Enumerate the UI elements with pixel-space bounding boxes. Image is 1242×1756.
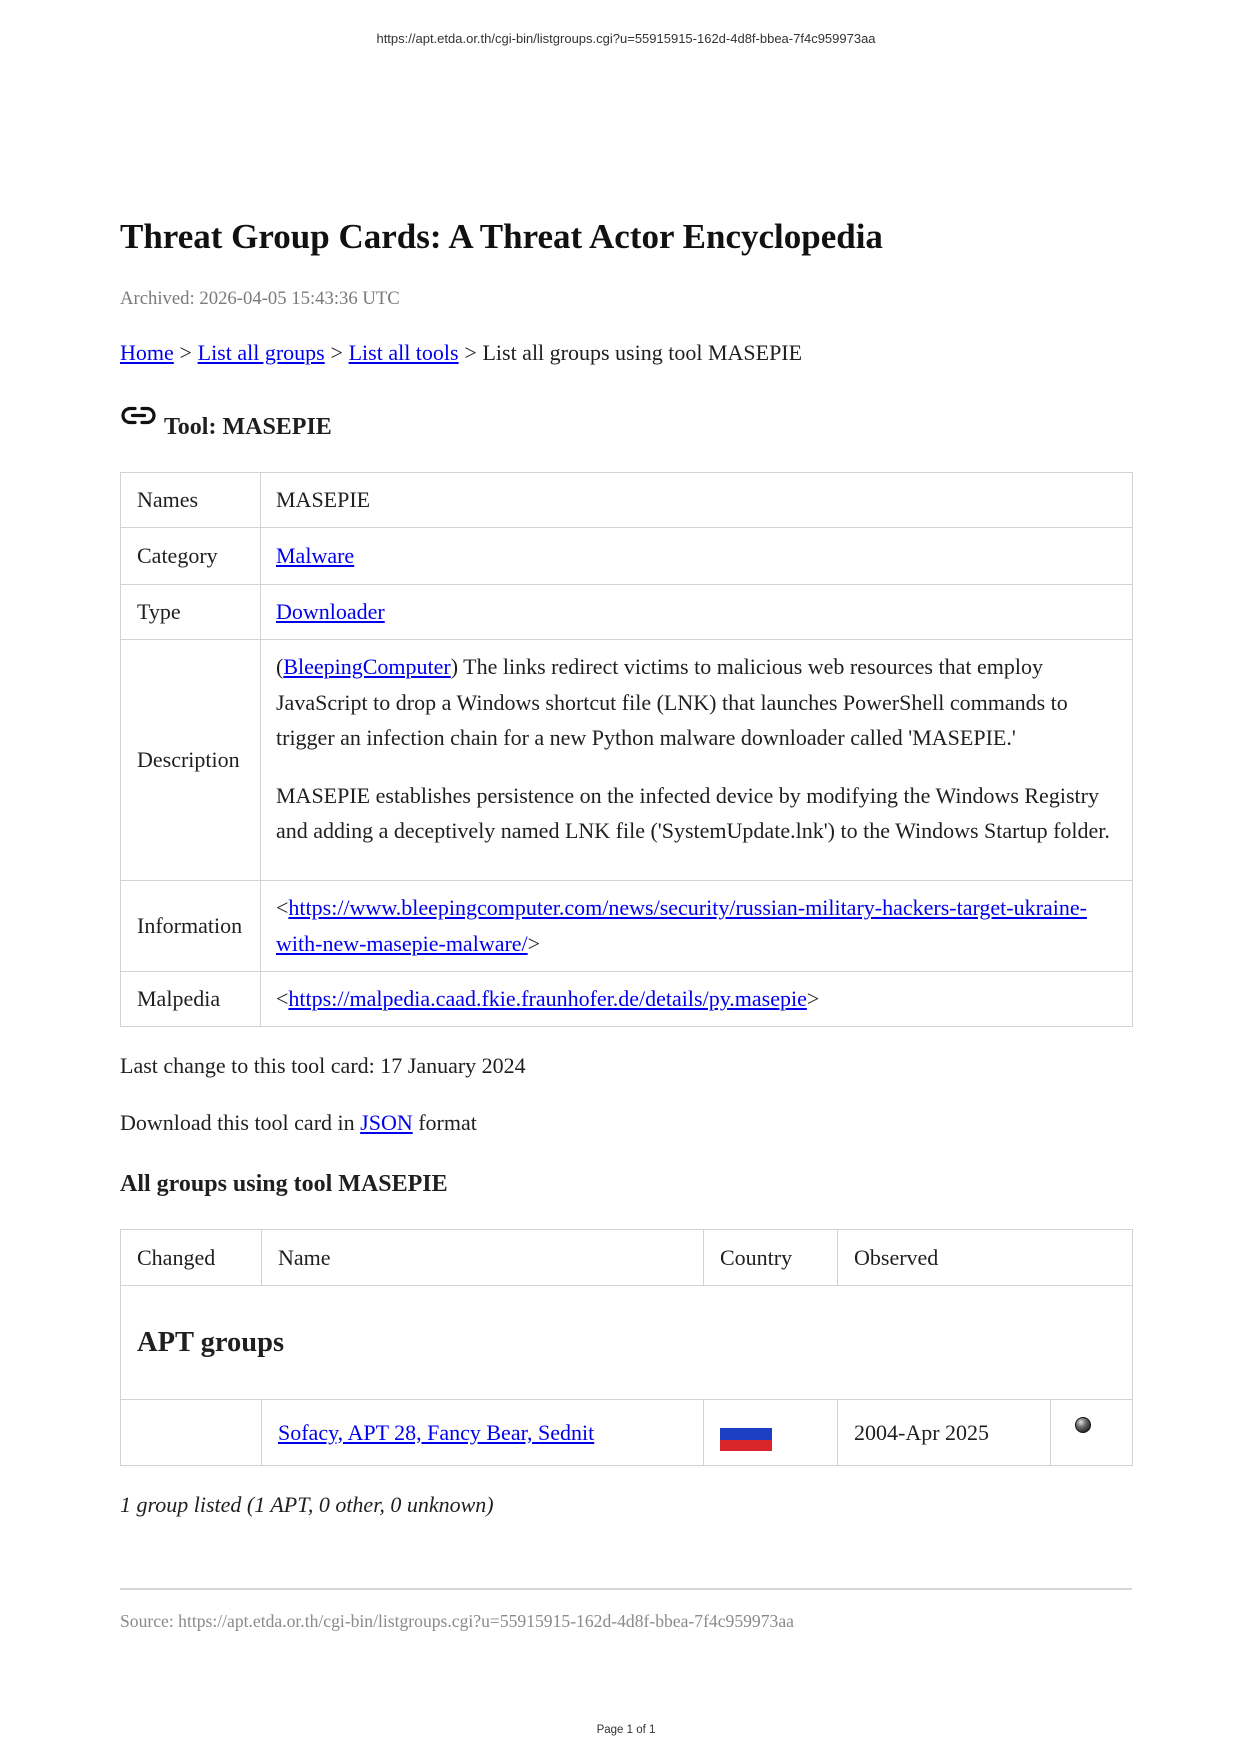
tool-card-row-malpedia (121, 972, 1133, 1027)
breadcrumb-list-all-groups-link[interactable]: List all groups (197, 340, 325, 365)
groups-table (120, 1229, 1133, 1466)
source-url-text: Source: https://apt.etda.or.th/cgi-bin/listgroups.cgi?u=55915915-162d-4d8f-bbea-7f4c959973aa (120, 1611, 794, 1631)
category-label: Category (121, 528, 261, 585)
breadcrumb-current: List all groups using tool MASEPIE (482, 340, 803, 365)
download-prefix: Download this tool card in (120, 1110, 361, 1135)
breadcrumb-separator: > (179, 340, 192, 365)
malpedia-link[interactable]: https://malpedia.caad.fkie.fraunhofer.de/details/py.masepie (288, 986, 807, 1012)
description-paragraph-2: MASEPIE establishes persistence on the infected device by modifying the Windows Registry and adding a deceptively named LNK file ('SystemUpdate.lnk') to the Windows Startup folder. (276, 782, 1110, 844)
information-label: Information (121, 881, 261, 972)
changed-cell (121, 1400, 262, 1466)
type-link[interactable]: Downloader (276, 599, 385, 625)
groups-summary: 1 group listed (1 APT, 0 other, 0 unknown) (120, 1492, 494, 1517)
names-value: MASEPIE (261, 473, 1133, 528)
names-label: Names (121, 473, 261, 528)
malpedia-close-bracket: > (806, 986, 820, 1012)
archived-timestamp: Archived: 2026-04-05 15:43:36 UTC (120, 288, 400, 309)
tool-card-row-description (121, 640, 1133, 881)
country-cell (704, 1400, 838, 1466)
malpedia-value (261, 972, 1133, 1027)
link-icon (120, 405, 157, 426)
tool-card-row-type (121, 585, 1133, 640)
breadcrumb-separator: > (330, 340, 343, 365)
section-title-apt-groups: APT groups (137, 1326, 285, 1358)
group-name-cell (262, 1400, 704, 1466)
groups-section-cell (121, 1286, 1133, 1400)
malpedia-open-bracket: < (276, 986, 289, 1012)
column-header-name: Name (262, 1230, 704, 1286)
tool-card-table (120, 472, 1133, 1027)
description-paragraph-1 (276, 649, 1117, 756)
type-value (261, 585, 1133, 640)
information-close-bracket: > (527, 931, 541, 956)
flag-stripe-red (720, 1440, 772, 1451)
table-row (121, 1400, 1133, 1466)
group-name-link[interactable]: Sofacy, APT 28, Fancy Bear, Sednit (278, 1419, 595, 1445)
json-download-link[interactable]: JSON (360, 1110, 413, 1135)
flag-stripe-blue (720, 1428, 772, 1439)
page-title: Threat Group Cards: A Threat Actor Encyclopedia (120, 217, 883, 256)
description-open-paren: ( (276, 654, 284, 679)
category-value (261, 528, 1133, 585)
breadcrumb-separator: > (464, 340, 477, 365)
print-footer-page-number: Page 1 of 1 (596, 1724, 656, 1736)
column-header-changed: Changed (121, 1230, 262, 1286)
information-open-bracket: < (276, 895, 289, 921)
description-paragraph-1-text: ) The links redirect victims to malicious web resources that employ JavaScript to drop a Windows shortcut file (LNK) that launches PowerShell commands to trigger an infection chain for a new Python malware downloader called 'MASEPIE.' (276, 654, 1068, 751)
gray-ball-icon (1075, 1417, 1091, 1433)
column-header-observed: Observed (838, 1230, 1133, 1286)
description-label: Description (121, 640, 261, 881)
status-cell (1051, 1400, 1133, 1466)
groups-section-row (121, 1286, 1133, 1400)
tool-card-row-category (121, 528, 1133, 585)
breadcrumb (120, 338, 802, 368)
last-change-text: Last change to this tool card: 17 January 2024 (120, 1053, 526, 1078)
groups-heading: All groups using tool MASEPIE (120, 1171, 448, 1197)
type-label: Type (121, 585, 261, 640)
flag-stripe-white (720, 1417, 772, 1428)
download-line (120, 1108, 477, 1138)
russia-flag-icon (720, 1417, 772, 1451)
print-header-url: https://apt.etda.or.th/cgi-bin/listgroups.cgi?u=55915915-162d-4d8f-bbea-7f4c959973aa (376, 31, 876, 46)
breadcrumb-list-all-tools-link[interactable]: List all tools (348, 340, 459, 365)
malpedia-label: Malpedia (121, 972, 261, 1027)
category-link[interactable]: Malware (276, 543, 355, 569)
tool-heading: Tool: MASEPIE (164, 414, 332, 440)
tool-card-row-information (121, 881, 1133, 972)
information-value (261, 881, 1133, 972)
groups-table-header-row (121, 1230, 1133, 1286)
breadcrumb-home-link[interactable]: Home (120, 340, 174, 365)
divider (120, 1588, 1132, 1590)
column-header-country: Country (704, 1230, 838, 1286)
download-suffix: format (412, 1110, 477, 1135)
tool-card-row-names (121, 473, 1133, 528)
description-value (261, 640, 1133, 881)
information-link[interactable]: https://www.bleepingcomputer.com/news/security/russian-military-hackers-target-ukraine-with-new-masepie-malware/ (276, 895, 1087, 956)
bleepingcomputer-source-link[interactable]: BleepingComputer (283, 654, 451, 679)
observed-cell: 2004-Apr 2025 (838, 1400, 1051, 1466)
